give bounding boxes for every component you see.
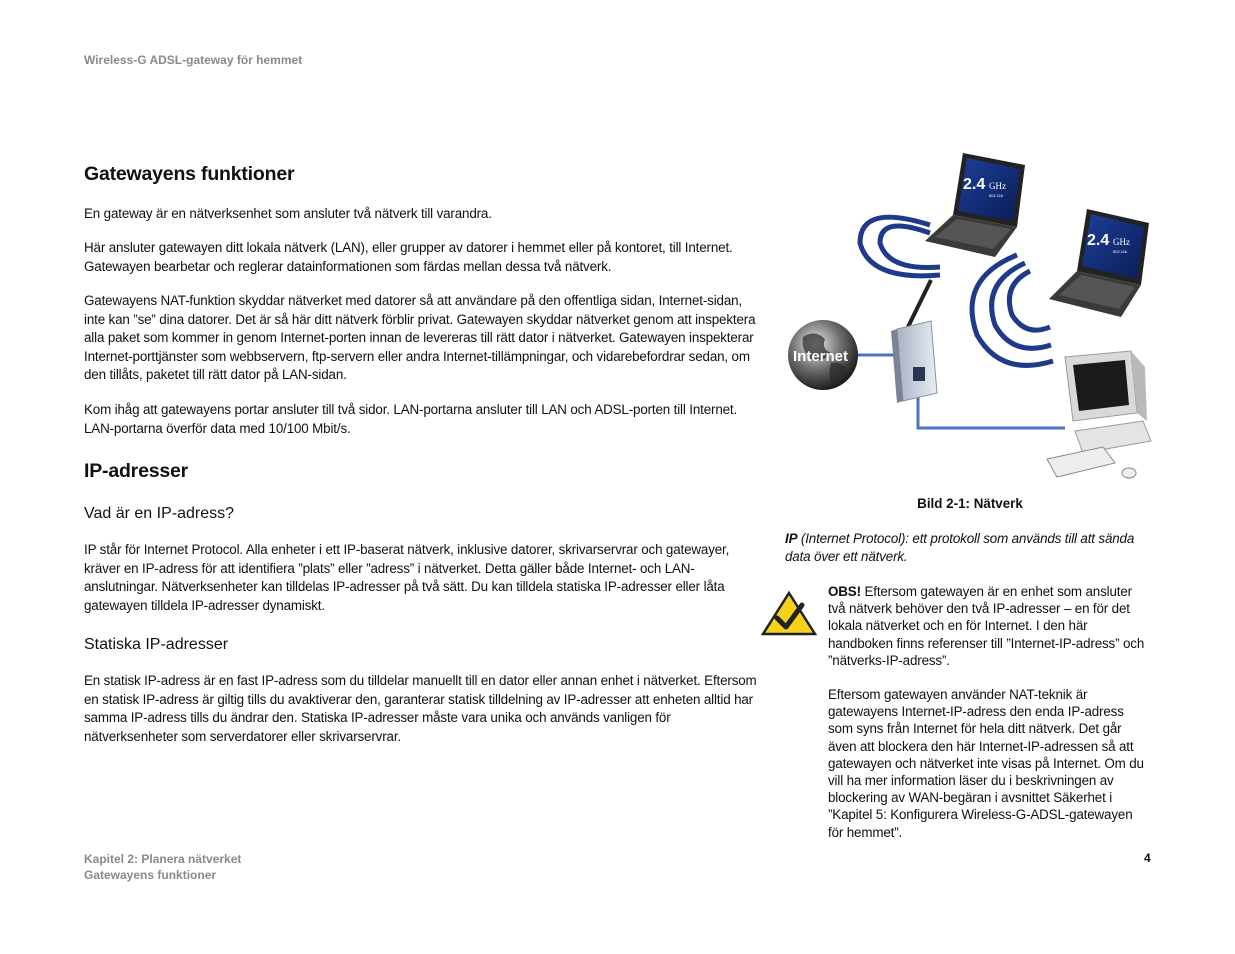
footer-chapter: Kapitel 2: Planera nätverket: [84, 852, 242, 866]
paragraph: IP står för Internet Protocol. Alla enheter i ett IP-baserat nätverk, inklusive datorer, skrivarservrar och gatewayer, kräver en IP-adress för att identifiera ”plats” eller ”adress” i nätverket. Detta gäller både Internet- och LAN-anslutningar. Nätverksenheter kan tilldelas IP-adresser på två sätt. Du kan tilldela statiska IP-adresser eller låta gatewayen tilldela IP-adresser dynamiskt.: [84, 542, 730, 613]
definition-ip: [785, 530, 1145, 566]
section-title-ip-addresses: IP-adresser: [84, 460, 189, 482]
paragraph: Gatewayens NAT-funktion skyddar nätverket med datorer så att användare på den offentliga sidan, Internet-sidan, inte kan ”se” dina datorer. Det är så här ditt nätverk förblir privat. Gatewayen skyddar nätverket genom att inspektera alla paket som kommer in genom Internet-porten innan de levereras till rätt dator i nätverket. Gatewayen inspekterar Internet-porttjänster som webbservern, ftp-servern eller andra Internet-tillämpningar, och vidarebefordrar sedan, om den tillåts, paketet till rätt dator på LAN-sidan.: [84, 293, 756, 383]
band-std: 802.11b: [989, 193, 1004, 198]
band-label: 2.4: [1087, 232, 1110, 249]
page-number: 4: [1144, 851, 1151, 865]
internet-globe-icon: [788, 320, 858, 390]
subsection-title-what-is-ip: Vad är en IP-adress?: [84, 505, 235, 522]
definition-term: IP: [785, 531, 798, 546]
checkmark-icon: [761, 590, 817, 636]
network-diagram: [785, 145, 1155, 493]
figure-caption: Bild 2-1: Nätverk: [917, 496, 1023, 511]
paragraph: En statisk IP-adress är en fast IP-adress som du tilldelar manuellt till en dator eller annan enhet i nätverket. Eftersom en statisk IP-adress är giltig tills du avaktiverar den, garanterar statisk tilldelning av IP-adresser att enheten alltid har samma IP-adress tills du ändrar den. Statiska IP-adresser måste vara unika och används vanligen för nätverksenheter som serverdatorer eller skrivarservrar.: [84, 673, 757, 744]
definition-text: (Internet Protocol): ett protokoll som används till att sända data över ett nätverk.: [785, 531, 1135, 564]
paragraph: Kom ihåg att gatewayens portar ansluter till två sidor. LAN-portarna ansluter till LAN och ADSL-porten till Internet. LAN-portarna överför data med 10/100 Mbit/s.: [84, 402, 738, 436]
laptop-icon: [925, 153, 1025, 257]
running-header: Wireless-G ADSL-gateway för hemmet: [84, 53, 303, 67]
band-unit: GHz: [989, 181, 1006, 191]
router-icon: [891, 280, 937, 403]
band-std: 802.11b: [1113, 249, 1128, 254]
network-figure: [785, 145, 1155, 493]
note-paragraph: [828, 583, 1146, 669]
section-title-gateway-functions: Gatewayens funktioner: [84, 163, 295, 185]
note-label: OBS!: [828, 584, 861, 599]
footer: [84, 851, 241, 883]
internet-label: Internet: [793, 348, 849, 365]
footer-section: Gatewayens funktioner: [84, 868, 217, 882]
paragraph: En gateway är en nätverksenhet som ansluter två nätverk till varandra.: [84, 206, 492, 221]
laptop-icon: [1049, 209, 1149, 317]
paragraph: Här ansluter gatewayen ditt lokala nätverk (LAN), eller grupper av datorer i hemmet eller på kontoret, till Internet. Gatewayen bearbetar och reglerar datainformationen som färdas mellan dessa två nätverk.: [84, 240, 733, 274]
band-unit: GHz: [1113, 237, 1130, 247]
note-text: Eftersom gatewayen är en enhet som ansluter två nätverk behöver den två IP-adresser – en för det lokala nätverket och en för Internet. I den här handboken finns referenser till ”Internet-IP-adress” och ”nätverks-IP-adress”.: [828, 584, 1145, 668]
note-paragraph: Eftersom gatewayen använder NAT-teknik är gatewayens Internet-IP-adress den enda IP-adress som syns från Internet för hela ditt nätverk. Det går även att blockera den här Internet-IP-adressen så att gatewayen och nätverket inte visas på Internet. Om du vill ha mer information läser du i beskrivningen av blockering av WAN-begäran i avsnittet Säkerhet i ”Kapitel 5: Konfigurera Wireless-G-ADSL-gatewayen för hemmet”.: [828, 687, 1144, 840]
cable-desktop: [918, 389, 1065, 428]
band-label: 2.4: [963, 176, 986, 193]
subsection-title-static-ip: Statiska IP-adresser: [84, 636, 229, 653]
desktop-computer-icon: [1047, 351, 1151, 478]
